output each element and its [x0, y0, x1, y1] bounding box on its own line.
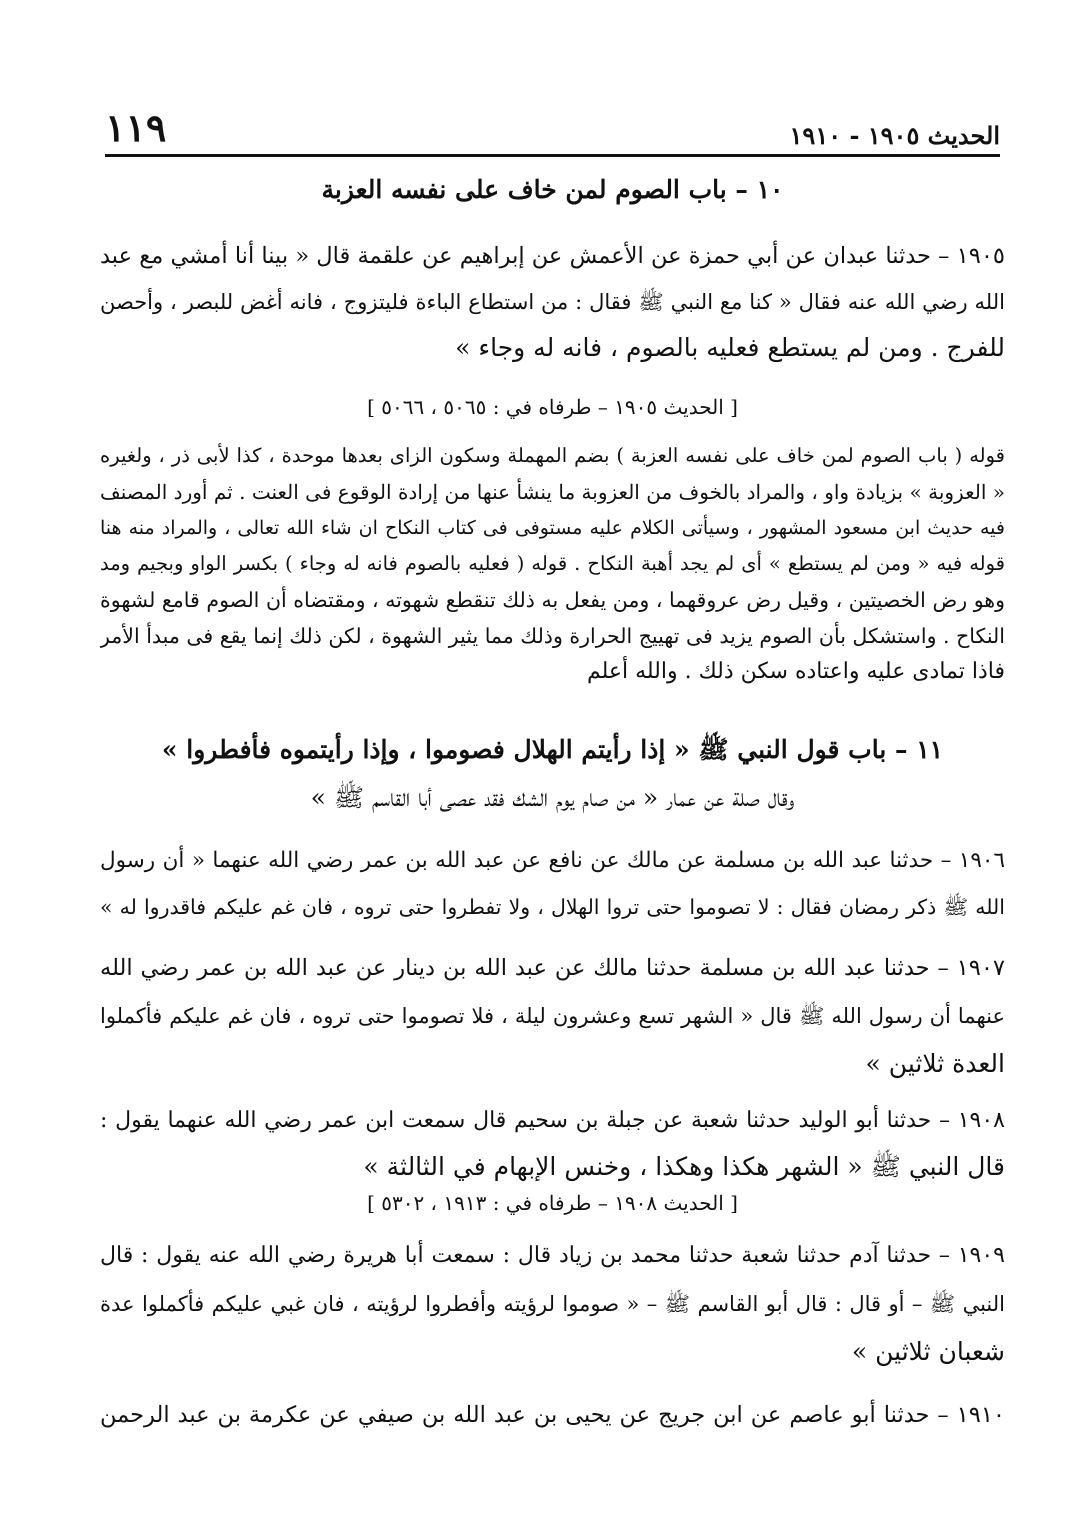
commentary-line-4: قوله فيه « ومن لم يستطع » أى لم يجد أهبة النكاح . قوله ( فعليه بالصوم فانه له وجاء ) بكسر الواو وبجيم ومد	[100, 552, 1005, 575]
hadith-1907-line-1: ١٩٠٧ – حدثنا عبد الله بن مسلمة حدثنا مالك عن عبد الله بن دينار عن عبد الله بن عمر رضي الله	[100, 955, 1005, 981]
hadith-1908	[100, 1098, 1005, 1190]
chapter-11-sub-block	[100, 778, 1005, 818]
hadith-1909-line-3: شعبان ثلاثين »	[851, 1337, 1005, 1366]
running-title: الحديث ١٩٠٥ - ١٩١٠	[789, 121, 1000, 150]
hadith-1909-line-1: ١٩٠٩ – حدثنا آدم حدثنا شعبة حدثنا محمد بن زياد قال : سمعت أبا هريرة رضي الله عنه يقول : قال	[100, 1243, 1005, 1268]
hadith-1905-ref-block	[100, 392, 1005, 422]
chapter-10-heading: ١٠ – باب الصوم لمن خاف على نفسه العزبة	[321, 175, 784, 204]
hadith-1905-line-1: ١٩٠٥ – حدثنا عبدان عن أبي حمزة عن الأعمش عن إبراهيم عن علقمة قال « بينا أنا أمشي مع عبد	[100, 243, 1005, 269]
commentary-line-2: « العزوبة » بزيادة واو ، والمراد بالخوف من العزوبة ما ينشأ عنها من إرادة الوقوع فى العنت . ثم أورد المصنف	[100, 480, 1005, 504]
commentary	[100, 438, 1005, 690]
hadith-1908-ref-block	[100, 1188, 1005, 1218]
commentary-line-1: قوله ( باب الصوم لمن خاف على نفسه العزبة ) بضم المهملة وسكون الزاى بعدها موحدة ، كذا لأبى ذر ، ولغيره	[100, 444, 1005, 467]
commentary-line-7: فاذا تمادى عليه واعتاده سكن ذلك . والله أعلم	[586, 659, 1005, 684]
page-number: ١١٩	[105, 105, 167, 150]
hadith-1906-line-1: ١٩٠٦ – حدثنا عبد الله بن مسلمة عن مالك عن نافع عن عبد الله بن عمر رضي الله عنهما « أن رسول	[100, 848, 1005, 873]
hadith-1905	[100, 233, 1005, 371]
hadith-1908-cross-reference: [ الحديث ١٩٠٨ – طرفاه في : ١٩١٣ ، ٥٣٠٢ ]	[367, 1191, 738, 1215]
header-rule	[105, 154, 1000, 157]
running-header	[105, 105, 1000, 150]
hadith-1906-line-2: الله ﷺ ذكر رمضان فقال : لا تصوموا حتى تروا الهلال ، ولا تفطروا حتى تروه ، فان غم عليكم فاقدروا له »	[100, 895, 1005, 919]
commentary-line-3: فيه حديث ابن مسعود المشهور ، وسيأتى الكلام عليه مستوفى فى كتاب النكاح ان شاء الله تعالى ، والمراد منه هنا	[100, 517, 1005, 539]
hadith-1906	[100, 838, 1005, 930]
chapter-11-heading: ١١ – باب قول النبي ﷺ « إذا رأيتم الهلال فصوموا ، وإذا رأيتموه فأفطروا »	[161, 735, 944, 764]
chapter-10-heading-block	[100, 170, 1005, 210]
hadith-1905-cross-reference: [ الحديث ١٩٠٥ – طرفاه في : ٥٠٦٥ ، ٥٠٦٦ ]	[367, 395, 738, 419]
commentary-line-5: وهو رض الخصيتين ، وقيل رض عروقهما ، ومن يفعل به ذلك تنقطع شهوته ، ومقتضاه أن الصوم قامع لشهوة	[100, 588, 1005, 612]
hadith-1905-line-3: للفرج . ومن لم يستطع فعليه بالصوم ، فانه له وجاء »	[455, 333, 1005, 362]
hadith-1905-line-2: الله رضي الله عنه فقال « كنا مع النبي ﷺ فقال : من استطاع الباءة فليتزوج ، فانه أغض للبصر ، وأحصن	[100, 290, 1005, 314]
hadith-1908-line-1: ١٩٠٨ – حدثنا أبو الوليد حدثنا شعبة عن جبلة بن سحيم قال سمعت ابن عمر رضي الله عنهما يقول :	[100, 1108, 1005, 1133]
hadith-1907	[100, 944, 1005, 1088]
commentary-line-6: النكاح . واستشكل بأن الصوم يزيد فى تهييج الحرارة وذلك مما يثير الشهوة ، لكن ذلك إنما يقع فى مبدأ الأمر	[100, 624, 1005, 648]
hadith-1909	[100, 1232, 1005, 1376]
hadith-1910-line-1: ١٩١٠ – حدثنا أبو عاصم عن ابن جريج عن يحيى بن عبد الله بن صيفي عن عكرمة بن عبد الرحمن	[100, 1402, 1005, 1428]
hadith-1909-line-2: النبي ﷺ – أو قال : قال أبو القاسم ﷺ – « صوموا لرؤيته وأفطروا لرؤيته ، فان غبي عليكم فأكملوا عدة	[100, 1292, 1005, 1316]
hadith-1907-line-3: العدة ثلاثين »	[865, 1049, 1005, 1078]
hadith-1910	[100, 1392, 1005, 1438]
chapter-11-heading-block	[100, 728, 1005, 772]
hadith-1907-line-2: عنهما أن رسول الله ﷺ قال « الشهر تسع وعشرون ليلة ، فلا تصوموا حتى تروه ، فان غم عليكم فأكملوا	[100, 1004, 1005, 1028]
chapter-11-subheading: وقال صلة عن عمار « من صام يوم الشك فقد عصى أبا القاسم ﷺ »	[310, 783, 795, 812]
hadith-1908-line-2: قال النبي ﷺ « الشهر هكذا وهكذا ، وخنس الإبهام في الثالثة »	[363, 1152, 1005, 1181]
